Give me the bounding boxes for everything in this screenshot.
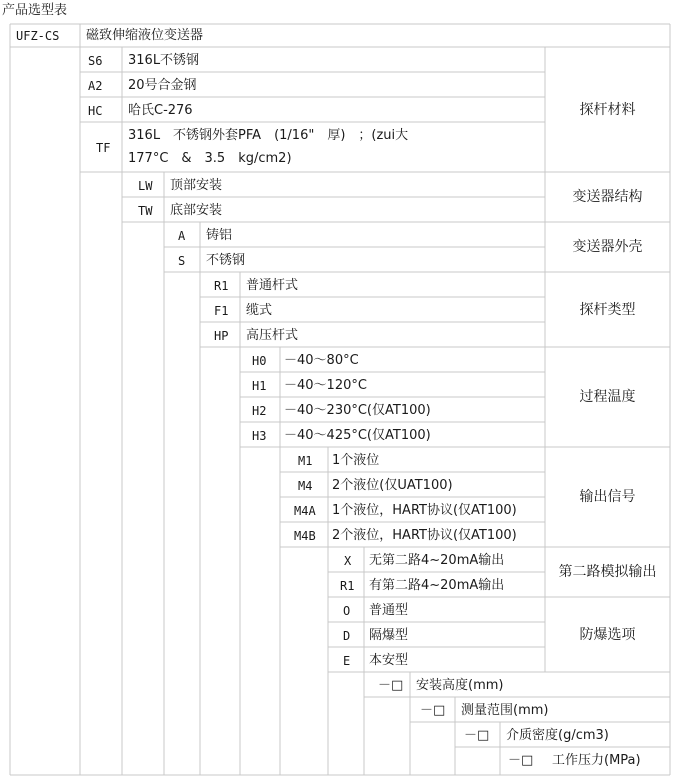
group-label-process-temperature: 过程温度 [579,389,636,405]
param-desc: 工作压力(MPa) [552,753,641,768]
option-desc: 本安型 [369,653,409,668]
option-code: D [343,629,351,643]
option-code: O [343,604,351,618]
option-code: HP [214,329,229,343]
option-code: TF [96,141,111,155]
param-code: －□ [464,728,490,743]
option-desc: 不锈钢 [206,253,246,268]
option-code: R1 [214,279,229,293]
option-code: H3 [252,429,267,443]
group-label-transmitter-housing: 变送器外壳 [572,239,643,255]
option-desc: 无第二路4~20mA输出 [369,553,505,568]
param-code: －□ [508,753,534,768]
param-code: －□ [420,703,446,718]
option-code: S6 [88,54,103,68]
option-desc: 隔爆型 [369,628,409,643]
option-desc: 1个液位 [332,453,380,468]
param-desc: 介质密度(g/cm3) [506,728,609,743]
option-code: M4B [294,529,316,543]
option-code: F1 [214,304,229,318]
group-label-explosion-proof: 防爆选项 [579,627,636,643]
page-title: 产品选型表 [2,3,68,18]
option-desc: 有第二路4~20mA输出 [369,578,505,593]
option-code: H0 [252,354,267,368]
option-desc: 高压杆式 [246,328,299,343]
option-code: A2 [88,79,103,93]
option-code: E [343,654,351,668]
option-code: HC [88,104,103,118]
option-desc: 2个液位(仅UAT100) [332,478,453,493]
option-desc: 顶部安装 [170,178,223,193]
option-code: LW [138,179,153,193]
option-desc: 底部安装 [170,203,223,218]
param-desc: 安装高度(mm) [416,678,504,693]
option-code: A [178,229,186,243]
option-desc: 铸铝 [206,228,233,243]
option-code: M4A [294,504,316,518]
option-desc: －40～230°C(仅AT100) [284,403,431,418]
option-desc: 普通杆式 [246,278,299,293]
option-code: X [344,554,352,568]
group-label-output-signal: 输出信号 [579,489,636,505]
option-desc: 316L不锈钢 [128,53,200,68]
option-desc-line1: 316L 不锈钢外套PFA (1/16" 厚) ；(zui大 [128,128,409,143]
group-label-probe-type: 探杆类型 [579,302,636,318]
option-desc: 哈氏C-276 [128,103,193,118]
option-code: H2 [252,404,267,418]
option-desc: 普通型 [369,603,409,618]
option-code: M4 [298,479,313,493]
option-desc: －40～80°C [284,353,359,368]
param-code: －□ [378,678,404,693]
option-code: H1 [252,379,267,393]
option-code: R1 [340,579,355,593]
option-desc: 缆式 [246,303,273,318]
param-desc: 测量范围(mm) [461,703,549,718]
option-code: TW [138,204,153,218]
model-name: 磁致伸缩液位变送器 [86,28,204,43]
option-desc: －40～120°C [284,378,367,393]
option-desc: 1个液位，HART协议(仅AT100) [332,503,517,518]
option-code: M1 [298,454,313,468]
option-desc: －40～425°C(仅AT100) [284,428,431,443]
option-desc-line2: 177°C & 3.5 kg/cm2) [128,151,292,166]
group-label-probe-material: 探杆材料 [579,102,636,118]
group-label-second-analog-output: 第二路模拟输出 [558,564,657,580]
model-code: UFZ-CS [16,29,60,43]
option-desc: 20号合金钢 [128,78,197,93]
group-label-transmitter-structure: 变送器结构 [572,189,643,205]
option-desc: 2个液位，HART协议(仅AT100) [332,528,517,543]
option-code: S [178,254,186,268]
